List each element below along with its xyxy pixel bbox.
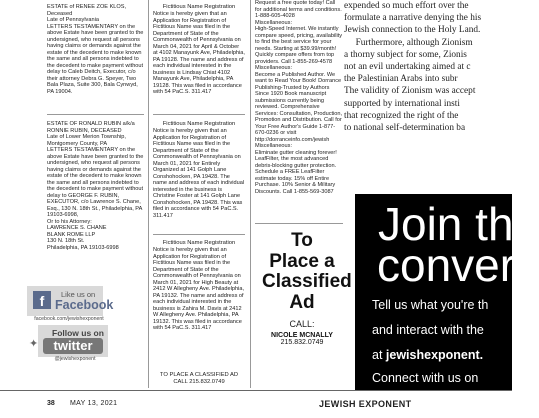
ad-headline-1: Join the: [378, 198, 539, 250]
notice-divider: [153, 114, 245, 115]
article-line: formulate a narrative denying the his: [344, 13, 482, 24]
ad-website[interactable]: jewishexponent.: [385, 348, 484, 362]
classified-headline-2: Place a: [269, 250, 335, 272]
classified-headline-3: Classified: [262, 271, 352, 292]
column-divider-1: [148, 0, 149, 388]
notice-divider: [153, 234, 245, 235]
ad-line-1: Tell us what you're th: [372, 298, 489, 312]
notice-divider: [47, 114, 144, 115]
notice-title: Fictitious Name Registration: [162, 240, 236, 246]
twitter-handle[interactable]: @jewishexponent: [54, 356, 96, 362]
notice-body: Notice is hereby given that an Application for Registration of Fictitious Name was filed in the Department of State of the Commonwealth of Pennsylvania on March 01, 2021 for High Beauty at 2412 W Allegheny Ave. Philadelphia, PA 19132. The name and address of each individual interested in the business is Zahira M. Davis at 2412 W Allegheny Ave. Philadelphia, PA 19132. This was filed in accordance with 54 PaC.S. 311.417: [153, 247, 245, 331]
estate-notice-klos: ESTATE of RENEE ZOE KLOS, Deceased Late of Pennsylvania LETTERS TESTAMENTARY on the above Estate have been granted to the undersigned, who request all persons having claims or demands against the estate of the decedent to make known the same and all persons indebted to the decedent to make payment without delay to Caleb Deitch, Executor, c/o their attorney Debra G. Speyer, Two Bala Plaza, Suite 300, Bala Cynwyd, PA 19004.: [47, 4, 144, 95]
notice-title: Fictitious Name Registration: [162, 121, 236, 127]
article-line: that recognized the right of the: [344, 110, 459, 121]
publication-name: JEWISH EXPONENT: [319, 399, 412, 409]
facebook-url[interactable]: facebook.com/jewishexponent: [34, 316, 104, 322]
ad-line-3-prefix: at: [372, 348, 386, 362]
miscellaneous-text: Request a free quote today! Call for additional terms and conditions. 1-888-605-4028 Miscellaneous: High-Speed Internet. We instantly compare speed, pricing, availability to find the best service for your needs. Starting at $39.99/month! Quickly compare offers from top providers. Call 1-855-269-4578 Miscellaneous: Become a Published Author. We want to Read Your Book! Dorrance Publishing-Trusted by Authors Since 1920 Book manuscript submissions currently being reviewed. Comprehensive Services: Consultation, Production, Promotion and Distribution. Call for Your Free Author's Guide 1-877-670-0236 or visit http://dorranceinfo.com/jewish Miscellaneous: Eliminate gutter cleaning forever! LeafFilter, the most advanced debris-blocking gutter protection. Schedule a FREE LeafFilter estimate today. 15% off Entire Purchase. 10% Senior & Military Discounts. Call 1-855-569-3087: [255, 0, 343, 195]
article-line: Furthermore, although Zionism: [344, 37, 473, 48]
article-line: not an evil undertaking aimed at c: [344, 62, 471, 73]
fictitious-notice-2: [153, 121, 245, 219]
ad-line-3: [372, 348, 483, 362]
classified-call-label: CALL:: [289, 319, 315, 329]
article-line: The validity of Zionism was accept: [344, 86, 476, 97]
facebook-like-label: Like us on: [61, 290, 96, 299]
facebook-badge[interactable]: [27, 286, 114, 316]
fictitious-notice-3: [153, 240, 245, 332]
notice-body: Notice is hereby given that an Application for Registration of Fictitious Name was filed in the Department of State of the Commonwealth of Pennsylvania on March 01, 2021 for Entirely Organized at 141 Golph Lane Conshohocken, PA 19428. The name and address of each individual interested in the business is Christine Foster at 141 Golph Lane Conshohocken, PA 19428. This was filed in accordance with 54 PaC.S. 311.417: [153, 128, 245, 219]
article-line: Jewish connection to the Holy Land.: [344, 25, 481, 36]
classified-contact-phone: 215.832.0749: [280, 339, 324, 346]
article-line: supported by international insti: [344, 98, 460, 109]
classified-box-top: [255, 223, 343, 224]
facebook-icon: f: [33, 291, 51, 309]
article-line: the Palestinian Arabs into subr: [344, 74, 458, 85]
ad-line-4: Connect with us on: [372, 371, 479, 385]
column-divider-2: [250, 0, 251, 388]
page-number: 38: [47, 400, 55, 407]
notice-title: Fictitious Name Registration: [162, 4, 236, 10]
notice-body: Notice is hereby given that an Application for Registration of Fictitious Name was filed in the Department of State of the Commonwealth of Pennsylvania on March 04, 2021 for April & October at 4102 Manayunk Ave, Philadelphia, PA 19128. The name and address of each individual interested in the business is Lindsay Chiat 4102 Manayunk Ave, Philadelphia, PA 19128. This was filed in accordance with 54 PaC.S. 311.417: [153, 11, 245, 95]
fictitious-notice-1: [153, 4, 245, 96]
article-line: expended so much effort over the: [344, 1, 469, 11]
classified-headline-4: Ad: [289, 291, 315, 313]
ad-headline-2: conver: [377, 239, 516, 291]
issue-date: MAY 13, 2021: [70, 400, 118, 407]
footer-rule: [0, 390, 512, 391]
place-classified-cta: TO PLACE A CLASSIFIED AD CALL 215.832.0749: [159, 372, 239, 385]
twitter-badge[interactable]: [29, 325, 108, 357]
join-conversation-ad[interactable]: [355, 194, 539, 390]
legal-notices-column-2: [47, 121, 144, 257]
classified-headline-1: To: [291, 230, 313, 251]
article-column: [344, 0, 512, 134]
article-line: a thorny subject for some, Zionis: [344, 49, 467, 60]
legal-notices-column: [47, 4, 144, 101]
place-classified-box: [262, 230, 352, 346]
twitter-wordmark: twitter: [43, 338, 103, 354]
twitter-follow-label: Follow us on: [52, 328, 104, 338]
estate-notice-rubin: ESTATE OF RONALD RUBIN a/k/a RONNIE RUBIN, DECEASED Late of Lower Merion Township, Montgomery County, PA LETTERS TESTAMENTARY on the above Estate have been granted to the undersigned, who request all persons having claims or demands against the estate of the decedent to make known the same and all persons indebted to the decedent to make payment without delay to GEORGE F. RUBIN, EXECUTOR, c/o Lawrence S. Chane, Esq., 130 N. 18th St., Philadelphia, PA 19103-6998, Or to his Attorney: LAWRENCE S. CHANE BLANK ROME LLP 130 N. 18th St. Philadelphia, PA 19103-6998: [47, 121, 144, 251]
miscellaneous-column: [255, 0, 343, 201]
classified-contact-name: NICOLE MCNALLY: [271, 332, 333, 339]
twitter-bird-icon: ✦: [29, 338, 39, 350]
article-line: to national self-determination ba: [344, 123, 466, 134]
facebook-wordmark: Facebook: [55, 298, 114, 312]
ad-line-2: and interact with the: [372, 323, 484, 337]
